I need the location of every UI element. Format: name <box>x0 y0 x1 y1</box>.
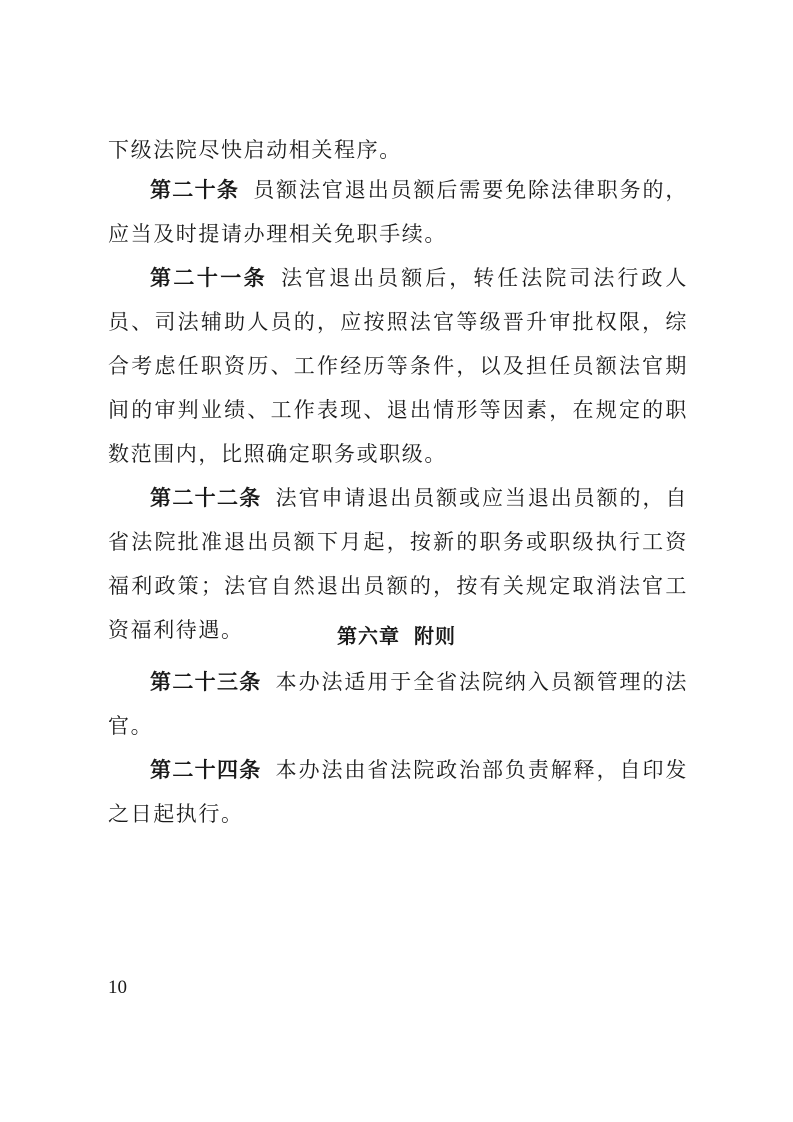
article-text: 法官申请退出员额或应当退出员额的，自省法院批准退出员额下月起，按新的职务或职级执行工资福利政策；法官自然退出员额的，按有关规定取消法官工资福利待遇。 <box>108 486 688 642</box>
article-number: 第二十二条 <box>150 486 262 510</box>
article-number: 第二十四条 <box>150 758 262 782</box>
article-number: 第二十条 <box>150 178 240 202</box>
page-number: 10 <box>108 977 127 998</box>
article-text: 员额法官退出员额后需要免除法律职务的，应当及时提请办理相关免职手续。 <box>108 178 688 246</box>
article-number: 第二十一条 <box>150 266 268 290</box>
article-24 <box>108 748 688 836</box>
article-text: 本办法适用于全省法院纳入员额管理的法官。 <box>108 670 688 738</box>
article-21 <box>108 256 688 476</box>
article-text: 本办法由省法院政治部负责解释，自印发之日起执行。 <box>108 758 688 826</box>
chapter-number: 第六章 <box>337 624 400 648</box>
article-20 <box>108 168 688 256</box>
continuation-paragraph: 下级法院尽快启动相关程序。 <box>108 138 402 162</box>
chapter-heading <box>0 621 793 651</box>
article-text: 法官退出员额后，转任法院司法行政人员、司法辅助人员的，应按照法官等级晋升审批权限，综合考虑任职资历、工作经历等条件，以及担任员额法官期间的审判业绩、工作表现、退出情形等因素，在规定的职数范围内，比照确定职务或职级。 <box>108 266 689 466</box>
chapter-title: 附则 <box>414 624 456 648</box>
article-number: 第二十三条 <box>150 670 262 694</box>
article-23 <box>108 660 688 748</box>
